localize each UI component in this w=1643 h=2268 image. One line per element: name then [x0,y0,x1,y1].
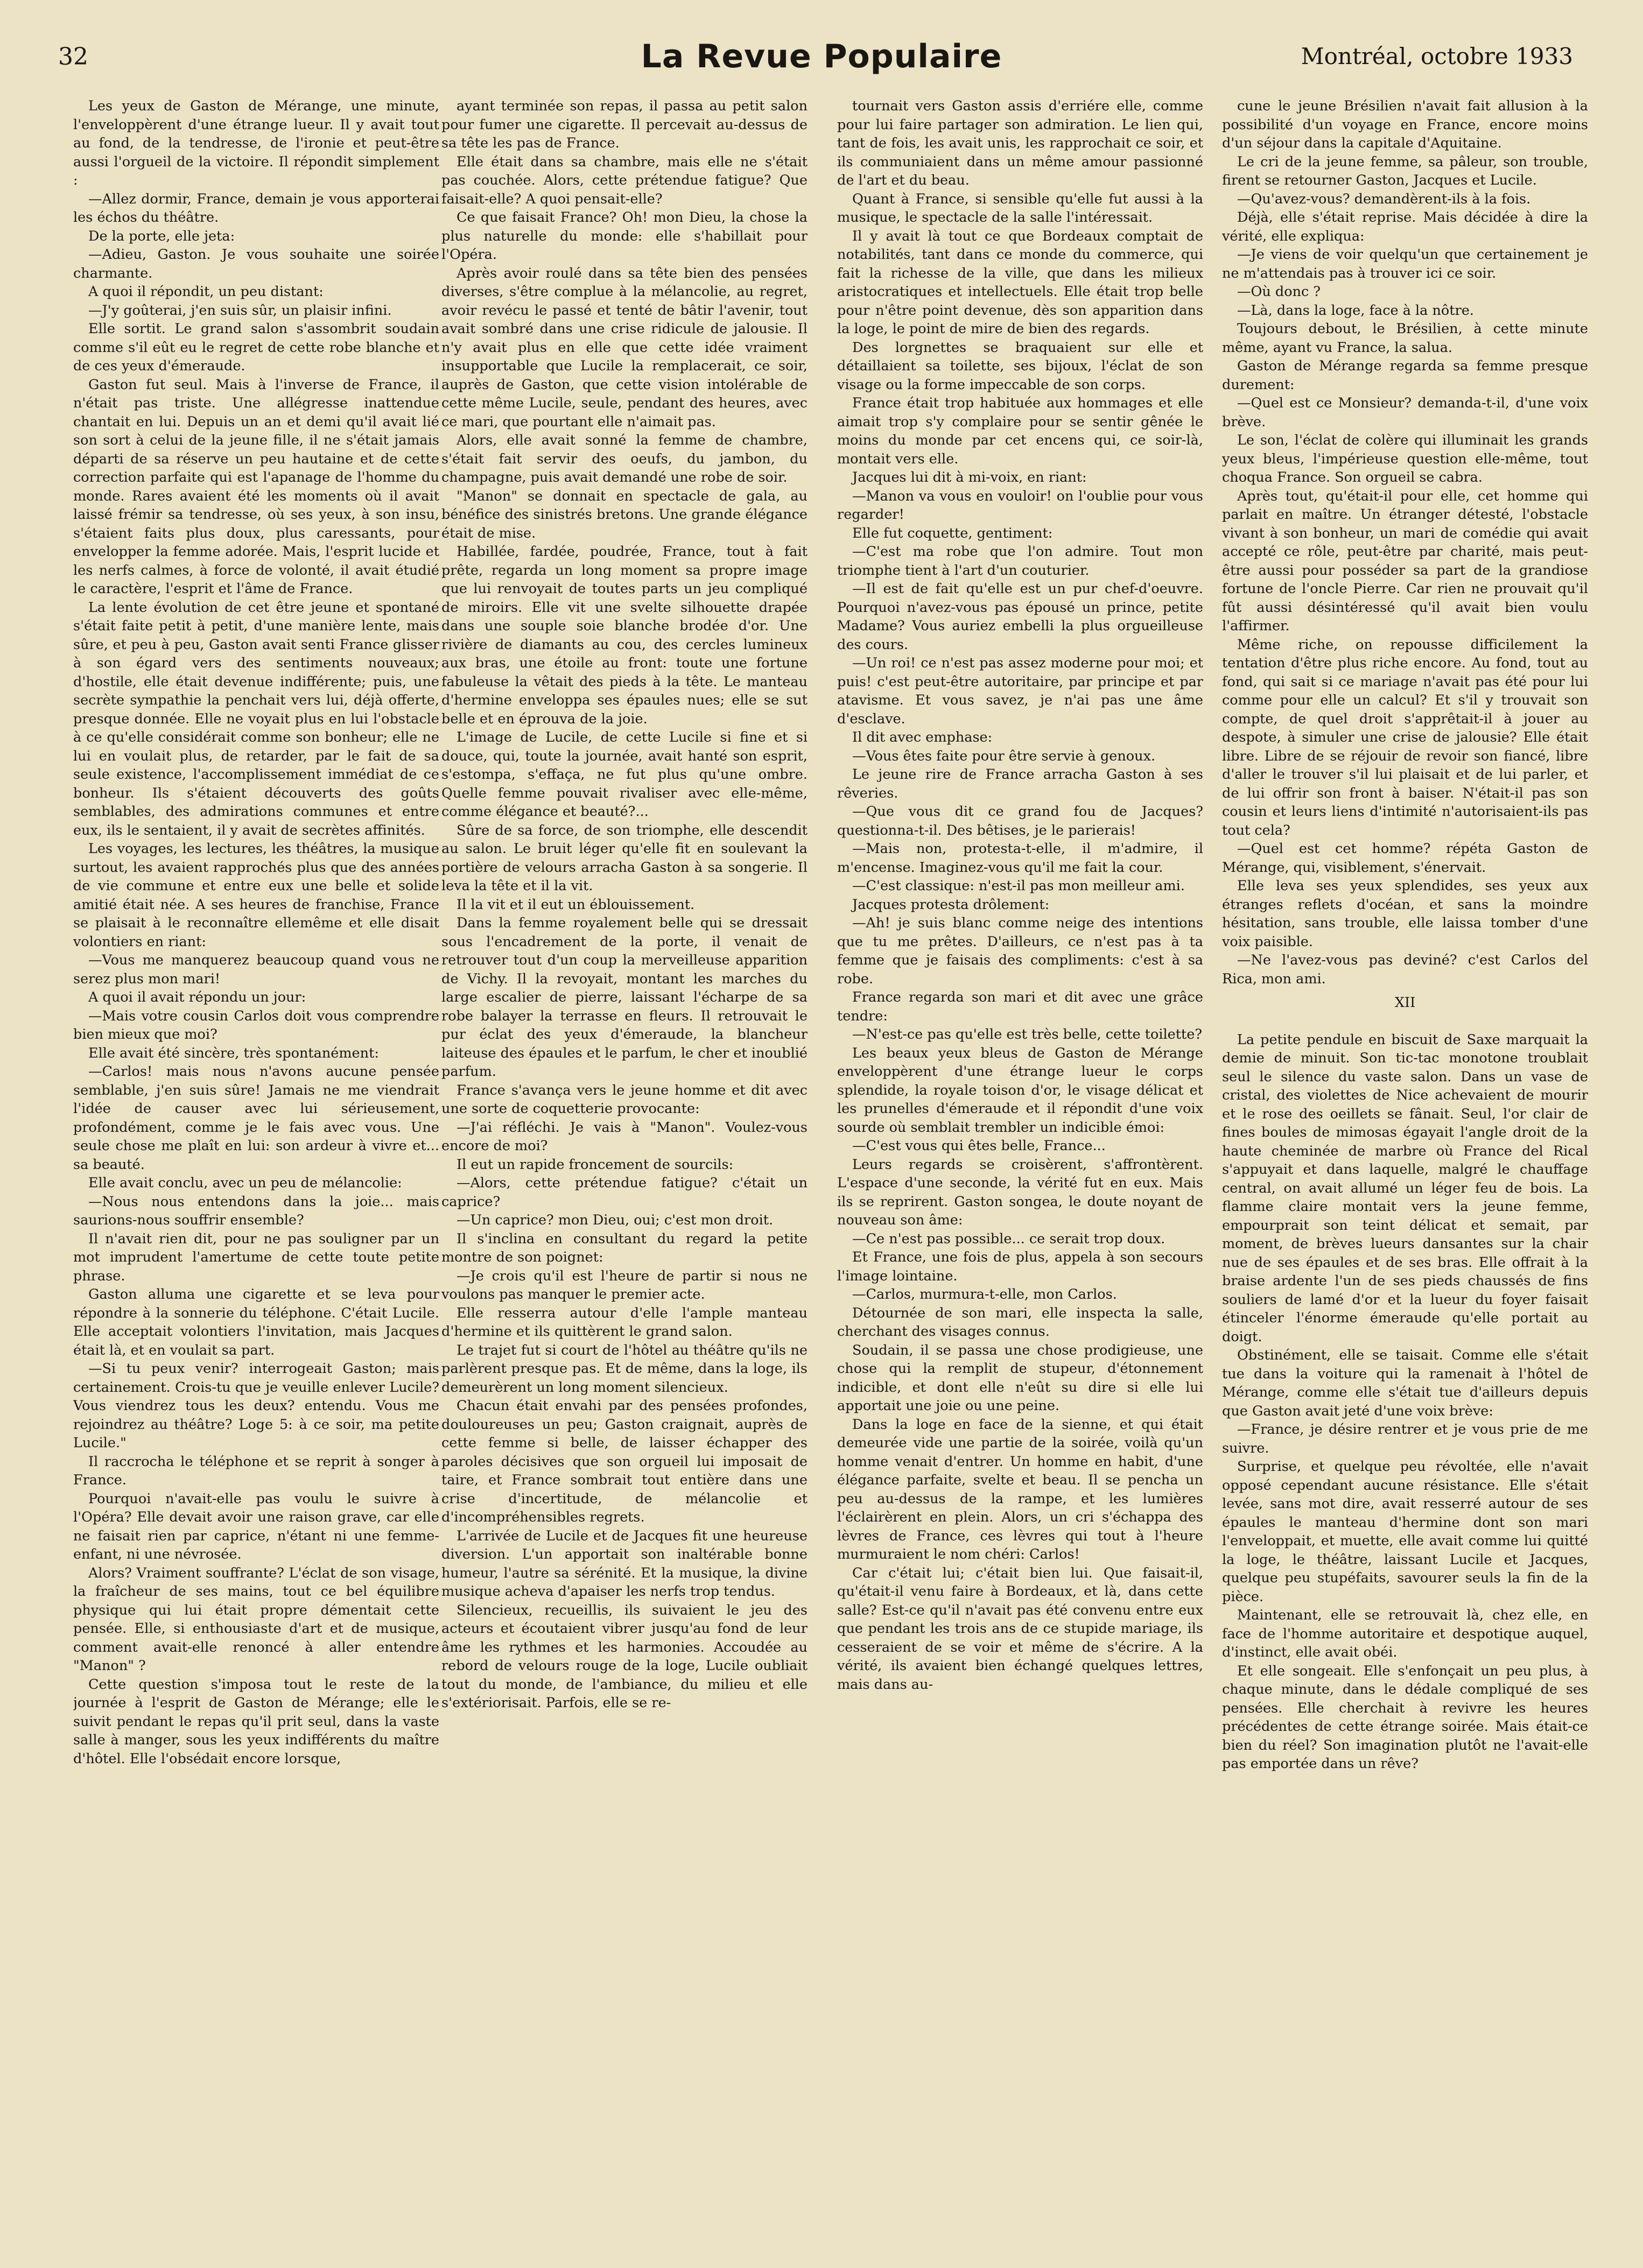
paragraph: Elle avait été sincère, très spontanément: [88,1045,379,1061]
paragraph: —Un caprice? mon Dieu, oui; c'est mon droit. [457,1212,774,1228]
paragraph: Déjà, elle s'était reprise. Mais décidée à dire la vérité, elle expliqua: [1222,209,1588,244]
paragraph: France était trop habituée aux hommages et elle aimait trop s'y complaire pour se sentir gênée le moins du monde par cet encens qui, ce soir-là, montait vers elle. [837,395,1203,467]
paragraph: —Alors, cette prétendue fatigue? c'était un caprice? [441,1175,808,1210]
paragraph: Alors, elle avait sonné la femme de chambre, s'était fait servir des oeufs, du jambon, du champagne, puis avait demandé une robe de soir. [441,432,808,485]
paragraph: Toujours debout, le Brésilien, à cette minute même, ayant vu France, la salua. [1222,321,1588,356]
paragraph: Le trajet fut si court de l'hôtel au théâtre qu'ils ne parlèrent presque pas. Et de même, dans la loge, ils demeurèrent un long moment silencieux. [441,1342,808,1396]
paragraph: —Manon va vous en vouloir! on l'oublie pour vous regarder! [837,488,1203,523]
paragraph: —J'ai réfléchi. Je vais à "Manon". Voulez-vous encore de moi? [441,1119,808,1154]
paragraph: ayant terminée son repas, il passa au petit salon pour fumer une cigarette. Il percevait au-dessus de sa tête les pas de France. [441,98,808,151]
paragraph: Le son, l'éclat de colère qui illuminait les grands yeux bleus, l'impérieuse question elle-même, tout choqua France. Son orgueil se cabra. [1222,432,1588,485]
paragraph: De la porte, elle jeta: [88,228,235,244]
paragraph: —Allez dormir, France, demain je vous apporterai les échos du théâtre. [73,191,439,226]
paragraph: —Que vous dit ce grand fou de Jacques? questionna-t-il. Des bêtises, je le parierais! [837,804,1203,839]
paragraph: —C'est vous qui êtes belle, France... [852,1138,1106,1154]
paragraph: Jacques protesta drôlement: [852,896,1050,913]
paragraph: —Ne l'avez-vous pas deviné? c'est Carlos del Rica, mon ami. [1222,952,1588,987]
paragraph: Il la vit et il eut un éblouissement. [457,896,695,913]
paragraph: —N'est-ce pas qu'elle est très belle, cette toilette? [852,1026,1203,1043]
paragraph: —Vous me manquerez beaucoup quand vous ne serez plus mon mari! [73,952,439,987]
paragraph: Il n'avait rien dit, pour ne pas souligner par un mot imprudent l'amertume de cette toute petite phrase. [73,1230,439,1284]
paragraph: Dans la femme royalement belle qui se dressait sous l'encadrement de la porte, il venait de retrouver tout d'un coup la merveilleuse apparition de Vichy. Il la revoyait, montant les marches du large escalier de pierre, laissant l'écharpe de sa robe balayer la terrasse en fleurs. Il retrouvait le pur éclat des yeux d'émeraude, la blancheur laiteuse des épaules et le parfum, le cher et inoublié parfum. [441,915,808,1080]
paragraph: Les voyages, les lectures, les théâtres, la musique surtout, les avaient rapprochés plus que des années de vie commune et entre eux une belle et solide amitié était née. A ses heures de franchise, France se plaisait à le reconnaître ellemême et elle disait volontiers en riant: [73,841,439,950]
paragraph: Il eut un rapide froncement de sourcils: [457,1156,734,1173]
paragraph: —Mais votre cousin Carlos doit vous comprendre bien mieux que moi? [73,1008,439,1043]
paragraph: —Quel est ce Monsieur? demanda-t-il, d'une voix brève. [1222,395,1588,430]
paragraph: —France, je désire rentrer et je vous prie de me suivre. [1222,1421,1588,1456]
paragraph: —Je crois qu'il est l'heure de partir si nous ne voulons pas manquer le premier acte. [441,1267,808,1302]
paragraph: A quoi il répondit, un peu distant: [88,284,324,300]
paragraph: La lente évolution de cet être jeune et spontané s'était faite petit à petit, d'une manière lente, mais sûre, et peu à peu, Gaston avait senti France glisser à son égard vers des sentiments nouveaux; d'hostile, elle était devenue indifférente; puis, une secrète sympathie la penchait vers lui, déjà offerte, presque donnée. Elle ne voyait plus en lui l'obstacle à ce qu'elle considérait comme son bonheur; elle ne lui en voulait plus, de retarder, par le fait de sa seule existence, l'accomplissement immédiat de ce bonheur. Ils s'étaient découverts des goûts semblables, des admirations communes et entre eux, ils le sentaient, il y avait de secrètes affinités. [73,599,439,839]
paragraph: Soudain, il se passa une chose prodigieuse, une chose qui la remplit de stupeur, d'étonnement indicible, et dont elle n'eût su dire si elle lui apportait une joie ou une peine. [837,1342,1203,1414]
dateline: Montréal, octobre 1933 [1301,43,1573,69]
paragraph: Alors? Vraiment souffrante? L'éclat de son visage, la fraîcheur de ses mains, tout ce bel équilibre physique qui lui était propre démentait cette pensée. Elle, si enthousiaste d'art et de musique, comment avait-elle renoncé à aller entendre "Manon" ? [73,1565,439,1674]
paragraph: —J'y goûterai, j'en suis sûr, un plaisir infini. [88,302,392,319]
paragraph: —Ce n'est pas possible... ce serait trop doux. [852,1230,1165,1247]
paragraph: Après avoir roulé dans sa tête bien des pensées diverses, s'être complue à la mélancolie, au regret, avoir revécu le passé et tenté de bâtir l'avenir, tout avait sombré dans une crise ridicule de jalousie. Il n'y avait plus en elle que cette idée vraiment insupportable que Lucile la remplacerait, ce soir, auprès de Gaston, que cette vision intolérable de cette même Lucile, seule, pendant des heures, avec ce mari, que pourtant elle n'aimait pas. [441,265,808,430]
paragraph: —Là, dans la loge, face à la nôtre. [1237,302,1474,319]
paragraph: Elle sortit. Le grand salon s'assombrit soudain comme s'il eût eu le regret de cette robe blanche et de ces yeux d'émeraude. [73,321,439,374]
paragraph: —Qu'avez-vous? demandèrent-ils à la fois. [1237,191,1531,207]
paragraph: Et elle songeait. Elle s'enfonçait un peu plus, à chaque minute, dans le dédale compliqué de ses pensées. Elle cherchait à revivre les heures précédentes de cette étrange soirée. Mais était-ce bien du réel? Son imagination plutôt ne l'avait-elle pas emportée dans un rêve? [1222,1663,1588,1772]
paragraph: L'arrivée de Lucile et de Jacques fit une heureuse diversion. L'un apportait son inaltérable bonne humeur, l'autre sa sérénité. Et la musique, la divine musique acheva d'apaiser les nerfs trop tendus. [441,1527,808,1600]
text-column-2 [441,97,808,2244]
paragraph: —Ah! je suis blanc comme neige des intentions que tu me prêtes. D'ailleurs, ce n'est pas à ta femme que je faisais des compliments: c'est à sa robe. [837,915,1203,987]
paragraph: —Je viens de voir quelqu'un que certainement je ne m'attendais pas à trouver ici ce soir. [1222,246,1588,281]
paragraph: Chacun était envahi par des pensées profondes, douloureuses un peu; Gaston craignait, auprès de cette femme si belle, de laisser échapper des paroles décisives que son orgueil lui imposait de taire, et France sombrait tout entière dans une crise d'incertitude, de mélancolie et d'incompréhensibles regrets. [441,1398,808,1525]
paragraph: Gaston de Mérange regarda sa femme presque durement: [1222,358,1588,393]
paragraph: Le jeune rire de France arracha Gaston à ses rêveries. [837,766,1203,801]
paragraph: Quant à France, si sensible qu'elle fut aussi à la musique, le spectacle de la salle l'intéressait. [837,191,1203,226]
text-column-4 [1222,97,1588,2244]
paragraph: —Un roi! ce n'est pas assez moderne pour moi; et puis! c'est peut-être autoritaire, par principe et par atavisme. Et vous savez, je n'ai pas une âme d'esclave. [837,655,1203,727]
paragraph: Obstinément, elle se taisait. Comme elle s'était tue dans la voiture qui la ramenait à l'hôtel de Mérange, comme elle s'était tue d'ailleurs depuis que Gaston avait jeté d'une voix brève: [1222,1347,1588,1419]
paragraph: Et France, une fois de plus, appela à son secours l'image lointaine. [837,1249,1203,1284]
paragraph: —Carlos, murmura-t-elle, mon Carlos. [852,1286,1117,1302]
text-column-1 [73,97,439,2244]
paragraph: France s'avança vers le jeune homme et dit avec une sorte de coquetterie provocante: [441,1082,808,1117]
paragraph: Il y avait là tout ce que Bordeaux comptait de notabilités, tant dans ce monde du commerce, qui fait la richesse de la ville, que dans les milieux aristocratiques et intellectuels. Elle était trop belle pour n'être point devenue, dès son apparition dans la loge, le point de mire de bien des regards. [837,228,1203,337]
paragraph: cune le jeune Brésilien n'avait fait allusion à la possibilité d'un voyage en France, encore moins d'un séjour dans la capitale d'Aquitaine. [1222,98,1588,151]
paragraph: L'image de Lucile, de cette Lucile si fine et si douce, qui, toute la journée, avait hanté son esprit, s'estompa, s'effaça, ne fut plus qu'une ombre. Quelle femme pouvait rivaliser avec elle-même, comme élégance et beauté?... [441,729,808,820]
paragraph: Maintenant, elle se retrouvait là, chez elle, en face de l'homme autoritaire et despotique auquel, d'instinct, elle avait obéi. [1222,1607,1588,1660]
paragraph: —Où donc ? [1237,284,1321,300]
paragraph: —C'est ma robe que l'on admire. Tout mon triomphe tient à l'art d'un couturier. [837,544,1203,579]
paragraph: Elle fut coquette, gentiment: [852,525,1053,541]
paragraph: Sûre de sa force, de son triomphe, elle descendit au salon. Le bruit léger qu'elle fit en soulevant la portière de velours arracha Gaston à sa songerie. Il leva la tête et il la vit. [441,822,808,894]
text-column-3 [837,97,1203,2244]
paragraph: Il dit avec emphase: [852,729,993,745]
paragraph: Cette question s'imposa tout le reste de la journée à l'esprit de Gaston de Mérange; elle le suivit pendant le repas qu'il prit seul, dans la vaste salle à manger, sous les yeux indifférents du maître d'hôtel. Elle l'obsédait encore lorsque, [73,1676,439,1767]
paragraph: Silencieux, recueillis, ils suivaient le jeu des acteurs et écoutaient vibrer jusqu'au fond de leur âme les rythmes et les harmonies. Accoudée au rebord de velours rouge de la loge, Lucile oubliait tout du monde, de l'ambiance, du milieu et elle s'extériorisait. Parfois, elle se re- [441,1602,808,1711]
paragraph: —Il est de fait qu'elle est un pur chef-d'oeuvre. Pourquoi n'avez-vous pas épousé un prince, petite Madame? Vous auriez embelli la plus orgueilleuse des cours. [837,581,1203,653]
paragraph: Les beaux yeux bleus de Gaston de Mérange enveloppèrent d'une étrange lueur le corps splendide, la royale toison d'or, le visage délicat et les prunelles d'émeraude et il répondit d'une voix sourde où semblait trembler un indicible émoi: [837,1045,1203,1136]
paragraph: —Mais non, protesta-t-elle, il m'admire, il m'encense. Imaginez-vous qu'il me fait la cour. [837,841,1203,876]
paragraph: —C'est classique: n'est-il pas mon meilleur ami. [852,878,1185,894]
paragraph: Elle était dans sa chambre, mais elle ne s'était pas couchée. Alors, cette prétendue fatigue? Que faisait-elle? A quoi pensait-elle? [441,153,808,207]
page-header [0,38,1643,75]
journal-title: La Revue Populaire [641,38,1002,75]
paragraph: Des lorgnettes se braquaient sur elle et détaillaient sa toilette, ses bijoux, l'éclat de son visage ou la forme impeccable de son corps. [837,339,1203,393]
paragraph: tournait vers Gaston assis d'erriére elle, comme pour lui faire partager son admiration. Le lien qui, tant de fois, les avait unis, les rapprochait ce soir, et ils communiaient dans un même amour passionné de l'art et du beau. [837,98,1203,188]
chapter-heading: XII [1394,995,1416,1011]
paragraph: Car c'était lui; c'était bien lui. Que faisait-il, qu'était-il venu faire à Bordeaux, et là, dans cette salle? Est-ce qu'il n'avait pas été convenu entre eux que pendant les trois ans de ce stupide mariage, ils cesseraient de se voir et même de s'écrire. A la vérité, ils avaient bien échangé quelques lettres, mais dans au- [837,1565,1203,1693]
paragraph: Habillée, fardée, poudrée, France, tout à fait prête, regarda un long moment sa propre image que lui renvoyait de toutes parts un jeu compliqué de miroirs. Elle vit une svelte silhouette drapée dans une souple soie blanche brodée d'or. Une rivière de diamants au cou, des cercles lumineux aux bras, une étoile au front: toute une fortune fabuleuse la vêtait des pieds à la tête. Le manteau d'hermine enveloppa ses épaules nues; elle se sut belle et en éprouva de la joie. [441,544,808,727]
paragraph: Elle leva ses yeux splendides, ses yeux aux étranges reflets d'océan, et sans la moindre hésitation, sans trouble, elle laissa tomber d'une voix paisible. [1222,878,1588,950]
paragraph: Il s'inclina en consultant du regard la petite montre de son poignet: [441,1230,808,1265]
paragraph: "Manon" se donnait en spectacle de gala, au bénéfice des sinistrés bretons. Une grande élégance était de mise. [441,488,808,541]
paragraph: —Adieu, Gaston. Je vous souhaite une soirée charmante. [73,246,439,281]
paragraph: Elle avait conclu, avec un peu de mélancolie: [88,1175,402,1191]
paragraph: Les yeux de Gaston de Mérange, une minute, l'enveloppèrent d'une étrange lueur. Il y avait tout au fond, de la tendresse, de l'ironie et peut-être aussi l'orgueil de la victoire. Il répondit simplement : [73,98,439,188]
page-number: 32 [58,43,88,71]
paragraph: Surprise, et quelque peu révoltée, elle n'avait opposé cependant aucune résistance. Elle s'était levée, sans mot dire, avait resserré autour de ses épaules le manteau d'hermine dont son mari l'enveloppait, et muette, elle avait comme lui quitté la loge, le théâtre, laissant Lucile et Jacques, quelque peu stupéfaits, savourer seuls la fin de la pièce. [1222,1459,1588,1605]
paragraph: Il raccrocha le téléphone et se reprit à songer à France. [73,1453,439,1488]
paragraph: Gaston alluma une cigarette et se leva pour répondre à la sonnerie du téléphone. C'était Lucile. Elle acceptait volontiers l'invitation, mais Jacques était là, et en voulait sa part. [73,1286,439,1358]
paragraph: —Vous êtes faite pour être servie à genoux. [852,748,1156,764]
paragraph: La petite pendule en biscuit de Saxe marquait la demie de minuit. Son tic-tac monotone troublait seul le silence du vaste salon. Dans un vase de cristal, des violettes de Nice achevaient de mourir et le rose des oeillets se fânait. Seul, l'or clair de fines boules de mimosas égayait l'angle droit de la haute cheminée de marbre où France del Rical s'appuyait et dans laquelle, malgré le chauffage central, on avait allumé un léger feu de bois. La flamme claire montait vers la jeune femme, empourprait son teint délicat et semait, par moment, de brèves lueurs dansantes sur la chair nue de ses épaules et de ses bras. Elle offrait à la braise ardente l'un de ses pieds chaussés de fins souliers de lamé d'or et la lueur du foyer faisait étinceler l'énorme émeraude qu'elle portait au doigt. [1222,1031,1588,1345]
paragraph: Pourquoi n'avait-elle pas voulu le suivre à l'Opéra? Elle devait avoir une raison grave, car elle ne faisait rien par caprice, n'étant ni une femme-enfant, ni une névrosée. [73,1490,439,1562]
paragraph: —Si tu peux venir? interrogeait Gaston; mais certainement. Crois-tu que je veuille enlever Lucile? Vous viendrez tous les deux? entendu. Vous me rejoindrez au théâtre? Loge 5: à ce soir, ma petite Lucile." [73,1361,439,1451]
paragraph: Détournée de son mari, elle inspecta la salle, cherchant des visages connus. [837,1305,1203,1340]
paragraph: —Nous nous entendons dans la joie... mais saurions-nous souffrir ensemble? [73,1193,439,1228]
paragraph: —Quel est cet homme? répéta Gaston de Mérange, qui, visiblement, s'énervait. [1222,841,1588,876]
paragraph: Même riche, on repousse difficilement la tentation d'être plus riche encore. Au fond, tout au fond, qui sait si ce mariage n'avait pas été pour lui comme pour elle un calcul? Et s'il y trouvait son compte, de quel droit s'apprêtait-il à jouer au despote, à simuler une crise de jalousie? Elle était libre. Libre de se réjouir de revoir son fiancé, libre d'aller le trouver s'il lui plaisait et de lui parler, et de lui offrir son front à baiser. N'était-il pas son cousin et leurs liens d'intimité n'autorisaient-ils pas tout cela? [1222,636,1588,839]
paragraph: France regarda son mari et dit avec une grâce tendre: [837,989,1203,1024]
paragraph: Ce que faisait France? Oh! mon Dieu, la chose la plus naturelle du monde: elle s'habillait pour l'Opéra. [441,209,808,263]
paragraph: Leurs regards se croisèrent, s'affrontèrent. L'espace d'une seconde, la vérité fut en eux. Mais ils se reprirent. Gaston songea, le doute noyant de nouveau son âme: [837,1156,1203,1228]
paragraph: Jacques lui dit à mi-voix, en riant: [852,469,1087,485]
paragraph: —Carlos! mais nous n'avons aucune pensée semblable, j'en suis sûre! Jamais ne me viendrait l'idée de causer avec lui sérieusement, profondément, comme je le fais avec vous. Une seule chose me plaît en lui: son ardeur à vivre et... sa beauté. [73,1063,439,1173]
paragraph: A quoi il avait répondu un jour: [88,989,306,1005]
paragraph: Le cri de la jeune femme, sa pâleur, son trouble, firent se retourner Gaston, Jacques et Lucile. [1222,153,1588,188]
paragraph: Après tout, qu'était-il pour elle, cet homme qui parlait en maître. Un étranger détesté, l'obstacle vivant à son bonheur, un mari de comédie qui avait accepté ce rôle, peut-être par charité, mais peut-être aussi pour posséder sa part de la grandiose fortune de l'oncle Pierre. Car rien ne prouvait qu'il fût aussi désintéressé qu'il avait bien voulu l'affirmer. [1222,488,1588,634]
paragraph: Gaston fut seul. Mais à l'inverse de France, il n'était pas triste. Une allégresse inattendue chantait en lui. Depuis un an et demi qu'il avait lié son sort à celui de la jeune fille, il ne s'était jamais départi de sa réserve un peu hautaine et de cette correction parfaite qui est l'apanage de l'homme du monde. Rares avaient été les moments où il avait laissé frémir sa tendresse, où ses yeux, à son insu, s'étaient faits plus doux, plus caressants, pour envelopper la femme adorée. Mais, l'esprit lucide et les nerfs calmes, à force de volonté, il avait étudié le caractère, l'esprit et l'âme de France. [73,376,439,597]
paragraph: Dans la loge en face de la sienne, et qui était demeurée vide une partie de la soirée, voilà qu'un homme venait d'entrer. Un homme en habit, d'une élégance parfaite, svelte et beau. Il se pencha un peu au-dessus de la rampe, et les lumières l'éclairèrent en plein. Alors, un cri s'échappa des lèvres de France, ces lèvres qui tout à l'heure murmuraient le nom chéri: Carlos! [837,1416,1203,1562]
paragraph: Elle resserra autour d'elle l'ample manteau d'hermine et ils quittèrent le grand salon. [441,1305,808,1340]
